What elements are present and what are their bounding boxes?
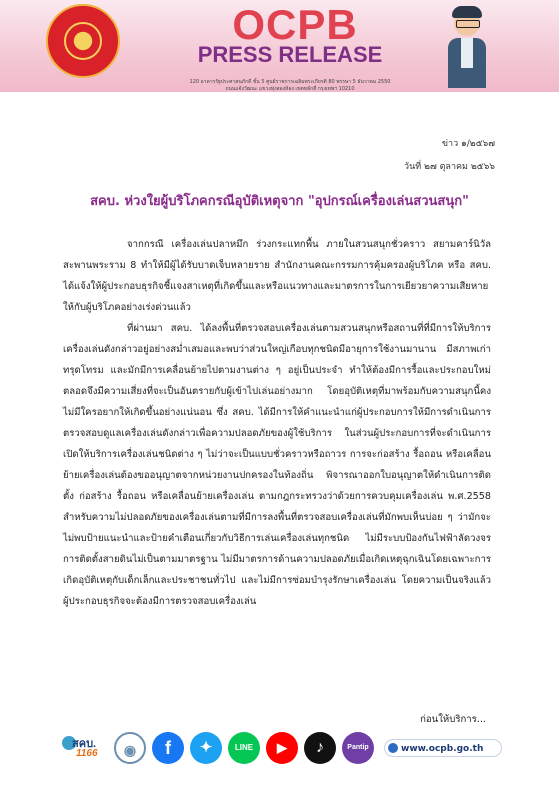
youtube-icon[interactable]: ▶ bbox=[266, 732, 298, 764]
continued-text: ก่อนให้บริการ... bbox=[420, 714, 486, 725]
hotline-label: สคบ. bbox=[72, 738, 97, 750]
website-link[interactable] bbox=[384, 739, 502, 757]
address-block bbox=[120, 79, 460, 93]
pantip-icon[interactable] bbox=[342, 732, 374, 764]
footer-bar bbox=[62, 728, 502, 766]
pantip-label: Pantip bbox=[347, 744, 369, 751]
headline: สคบ. ห่วงใยผู้บริโภคกรณีอุบัติเหตุจาก "อุปกรณ์เครื่องเล่นสวนสนุก" bbox=[90, 194, 469, 209]
website-text: www.ocpb.go.th bbox=[401, 744, 484, 754]
hotline-badge[interactable] bbox=[62, 734, 112, 762]
line-icon[interactable]: LINE bbox=[228, 732, 260, 764]
paragraph-2: ที่ผ่านมา สคบ. ได้ลงพื้นที่ตรวจสอบเครื่องเล่นตามสวนสนุกหรือสถานที่ที่มีการให้บริการเครื่องเล่นดังกล่าวอยู่อย่างสม่ำเสมอและพบว่าส่วนใหญ่เกือบทุกชนิดมีอายุการใช้งานมานาน มีสภาพเก่าทรุดโทรม และมักมีการเคลื่อนย้ายไปตามงานต่าง ๆ อยู่เป็นประจำ ทำให้ต้องมีการรื้อและประกอบใหม่ตลอดจึงมีความเสี่ยงที่จะเป็นอันตรายกับผู้เข้าไปเล่นอย่างมาก โดยอุบัติเหตุที่มาพร้อมกับความสนุกนี้คงไม่มีใครอยากให้เกิดขึ้นอย่างแน่นอน ซึ่ง สคบ. ได้มีการให้คำแนะนำแก่ผู้ประกอบการให้มีการดำเนินการตรวจสอบดูแลเครื่องเล่นดังกล่าวเพื่อความปลอดภัยของผู้ใช้บริการ ในส่วนผู้ประกอบการที่จะดำเนินการเปิดให้บริการเครื่องเล่นชนิดต่าง ๆ ไม่ว่าจะเป็นแบบชั่วคราวหรือถาวร การจะก่อสร้าง รื้อถอน หรือเคลื่อนย้ายเครื่องเล่นต้องขออนุญาตจากหน่วยงานปกครองในท้องถิ่น พิจารณาออกใบอนุญาตให้ดำเนินการติดตั้ง ก่อสร้าง รื้อถอน หรือเคลื่อนย้ายเครื่องเล่น ตามกฎกระทรวงว่าด้วยการควบคุมเครื่องเล่น พ.ศ.2558 สำหรับความไม่ปลอดภัยของเครื่องเล่นตามที่มีการลงพื้นที่ตรวจสอบเครื่องเล่นที่มักพบเห็นบ่อย ๆ ว่ามักจะไม่พบป้ายแนะนำและป้ายคำเตือนเกี่ยวกับวิธีการเล่นเครื่องเล่นทุกชนิด ไม่มีระบบป้องกันไฟฟ้าลัดวงจร การติดตั้งสายดินไม่เป็นตามมาตรฐาน ไม่มีมาตรการด้านความปลอดภัยเมื่อเกิดเหตุฉุกเฉินโดยเฉพาะการเกิดอุบัติเหตุกับเด็กเล็กและประชาชนทั่วไป และไม่มีการซ่อมบำรุงรักษาเครื่องเล่น โดยความเป็นจริงแล้วผู้ประกอบธุรกิจจะต้องมีการตรวจสอบเครื่องเล่น bbox=[63, 323, 491, 607]
brand-name: OCPB bbox=[232, 1, 358, 48]
press-release-label: PRESS RELEASE bbox=[197, 42, 383, 67]
address-line-2: ถนนแจ้งวัฒนะ แขวงทุ่งสองห้อง เขตหลักสี่ กรุงเทพฯ 10210 bbox=[225, 86, 355, 92]
ocpb-seal-logo bbox=[46, 4, 120, 78]
hotline-number: 1166 bbox=[76, 748, 98, 759]
news-date: วันที่ ๒๗ ตุลาคม ๒๕๖๖ bbox=[404, 162, 495, 172]
globe-icon bbox=[388, 743, 398, 753]
twitter-icon[interactable]: ✦ bbox=[190, 732, 222, 764]
mascot-illustration bbox=[442, 2, 494, 88]
press-release-header bbox=[0, 0, 559, 92]
paragraph-1: จากกรณี เครื่องเล่นปลาหมึก ร่วงกระแทกพื้น ภายในสวนสนุกชั่วคราว สยามคาร์นิวัล สะพานพระราม 8 ทำให้มีผู้ได้รับบาดเจ็บหลายราย สำนักงานคณะกรรมการคุ้มครองผู้บริโภค หรือ สคบ. ได้แจ้งให้ผู้ประกอบธุรกิจชี้แจงสาเหตุที่เกิดขึ้นและหรือแนวทางและมาตรการในการเยียวยาความเสียหายให้กับผู้บริโภคอย่างเร่งด่วนแล้ว bbox=[63, 239, 491, 313]
tiktok-icon[interactable]: ♪ bbox=[304, 732, 336, 764]
news-number: ข่าว ๑/๒๕๖๗ bbox=[441, 139, 495, 149]
facebook-icon[interactable]: f bbox=[152, 732, 184, 764]
address-line-1: 120 อาคารรัฐประศาสนภักดี ชั้น 5 ศูนย์ราชการเฉลิมพระเกียรติ 80 พรรษา 5 ธันวาคม 2550 bbox=[189, 79, 391, 85]
ocpb-logo-icon[interactable]: ◉ bbox=[114, 732, 146, 764]
